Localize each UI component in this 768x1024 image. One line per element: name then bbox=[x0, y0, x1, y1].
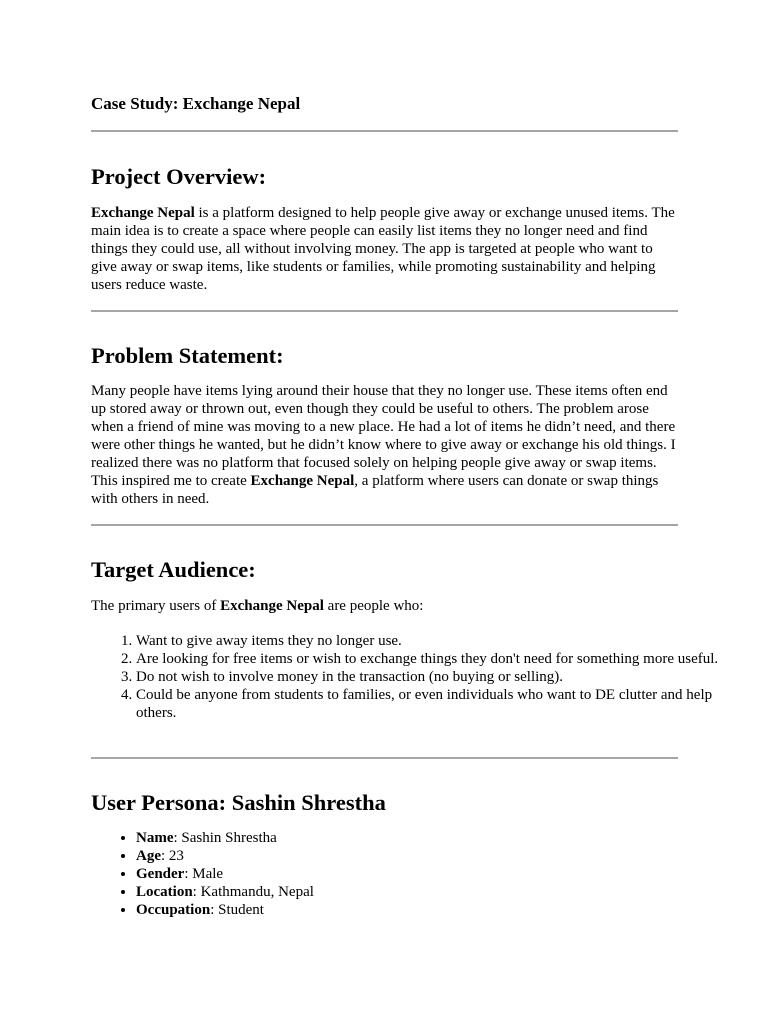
brand-name: Exchange Nepal bbox=[250, 473, 355, 489]
field-label: Name bbox=[136, 830, 174, 846]
field-label: Age bbox=[136, 848, 161, 864]
list-item: 1. Want to give away items they no longer use. bbox=[136, 632, 723, 650]
list-item bbox=[136, 883, 723, 901]
list-item: 2. Are looking for free items or wish to exchange things they don't need for something more useful. bbox=[136, 650, 723, 668]
list-item bbox=[136, 829, 723, 847]
overview-paragraph bbox=[91, 204, 678, 294]
field-label: Occupation bbox=[136, 902, 211, 918]
problem-heading: Problem Statement: bbox=[91, 343, 284, 368]
field-value: : Kathmandu, Nepal bbox=[192, 884, 314, 900]
problem-text-before: Many people have items lying around their house that they no longer use. These items often end up stored away or thrown out, even though they could be useful to others. The problem arose when a friend of mine was moving to a new place. He had a lot of items he didn’t need, and there were other things he wanted, but he didn’t know where to give away or exchange his old things. I realized there was no platform that focused solely on helping people give away or swap items. This inspired me to create bbox=[91, 383, 676, 489]
field-label: Gender bbox=[136, 866, 185, 882]
field-value: : Male bbox=[184, 866, 224, 882]
divider bbox=[91, 310, 678, 312]
brand-name: Exchange Nepal bbox=[91, 205, 195, 221]
audience-heading: Target Audience: bbox=[91, 557, 256, 582]
list-item: 4. Could be anyone from students to families, or even individuals who want to DE clutter and help others. bbox=[136, 686, 723, 722]
field-value: : Sashin Shrestha bbox=[173, 830, 277, 846]
brand-name: Exchange Nepal bbox=[220, 598, 324, 614]
field-value: : Student bbox=[210, 902, 264, 918]
audience-intro bbox=[91, 597, 678, 615]
page-title: Case Study: Exchange Nepal bbox=[91, 94, 301, 113]
audience-list bbox=[91, 632, 723, 722]
problem-paragraph bbox=[91, 382, 678, 508]
list-item bbox=[136, 847, 723, 865]
list-item: 3. Do not wish to involve money in the transaction (no buying or selling). bbox=[136, 668, 723, 686]
field-label: Location bbox=[136, 884, 193, 900]
list-item bbox=[136, 865, 723, 883]
audience-intro-before: The primary users of bbox=[91, 598, 221, 614]
overview-heading: Project Overview: bbox=[91, 164, 267, 189]
divider bbox=[91, 757, 678, 759]
problem-text-after: , a platform where users can donate or swap things with others in need. bbox=[91, 473, 659, 507]
list-item bbox=[136, 901, 723, 919]
persona-list bbox=[91, 829, 723, 919]
divider bbox=[91, 130, 678, 132]
persona-heading: User Persona: Sashin Shrestha bbox=[91, 790, 386, 815]
divider bbox=[91, 524, 678, 526]
overview-text: is a platform designed to help people give away or exchange unused items. The main idea is to create a space where people can easily list items they no longer need and find things they could use, all without involving money. The app is targeted at people who want to give away or swap items, like students or families, while promoting sustainability and helping users reduce waste. bbox=[91, 205, 675, 293]
audience-intro-after: are people who: bbox=[323, 598, 424, 614]
field-value: : 23 bbox=[161, 848, 184, 864]
